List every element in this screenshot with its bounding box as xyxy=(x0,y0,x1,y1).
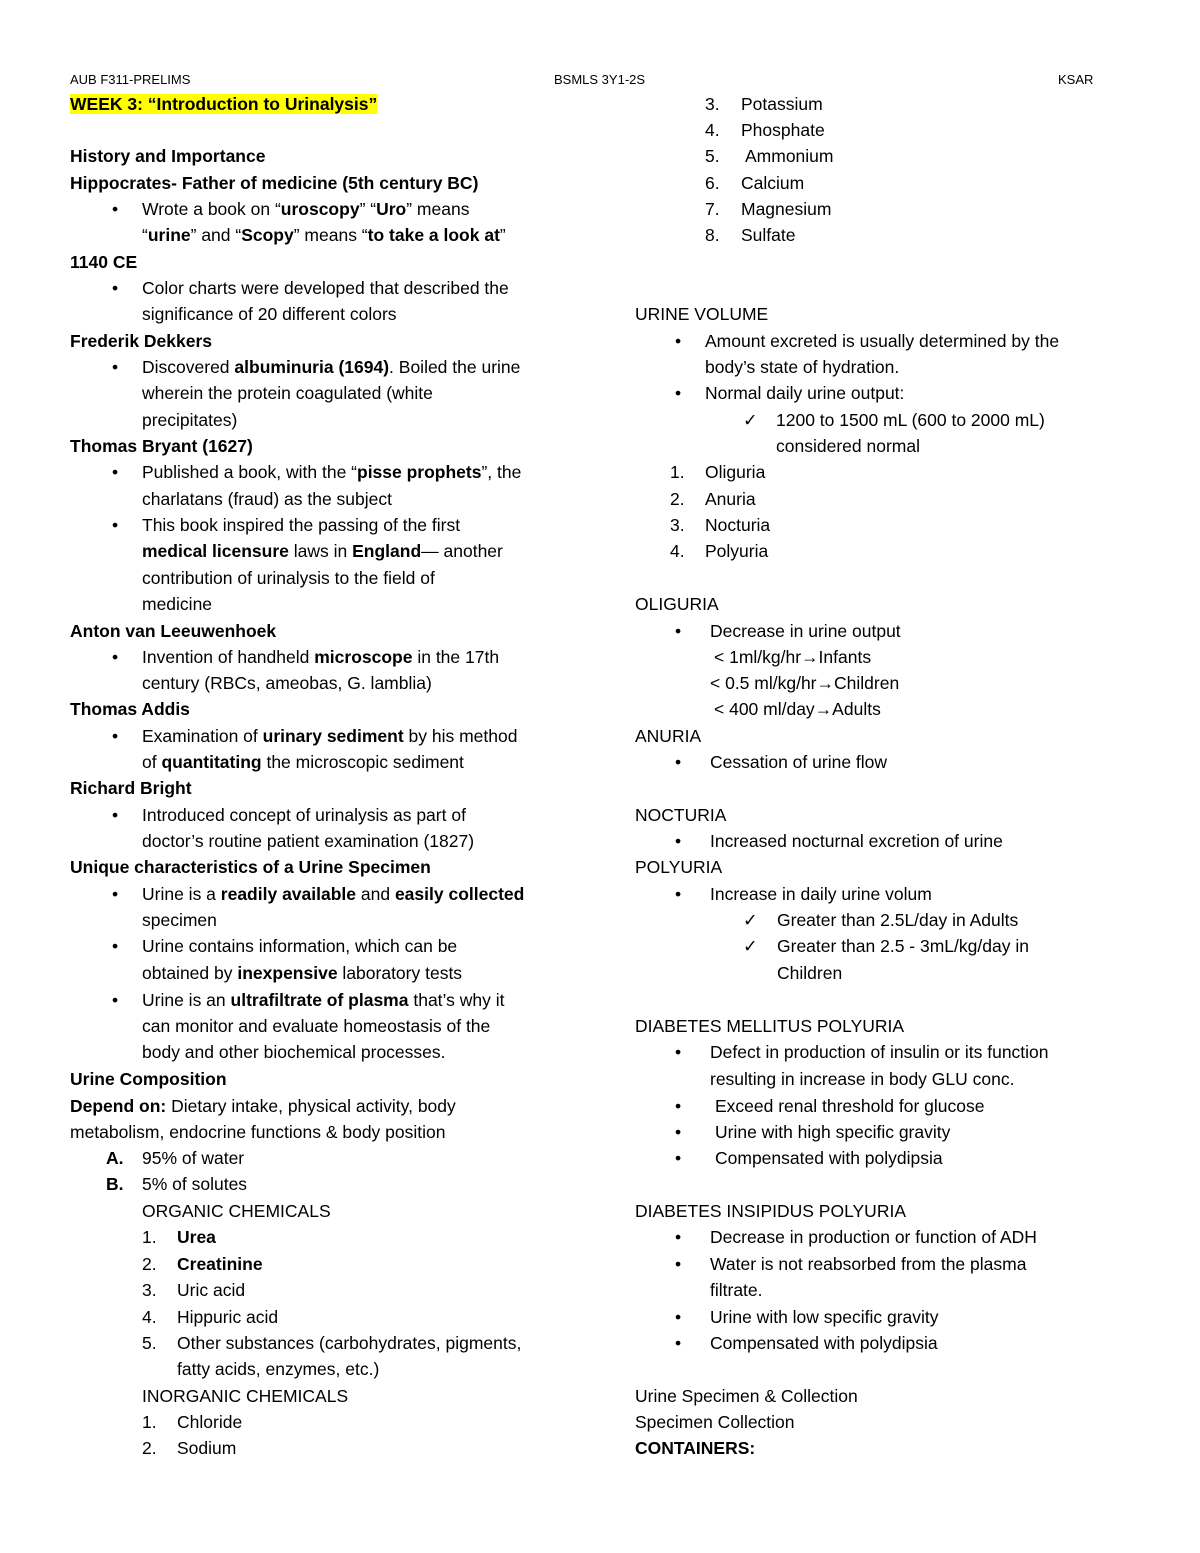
header-left: AUB F311-PRELIMS xyxy=(70,72,191,87)
bullet-icon: • xyxy=(675,831,682,851)
section-heading: DIABETES MELLITUS POLYURIA xyxy=(635,1016,905,1036)
list-item: Chloride xyxy=(177,1412,243,1432)
section-heading: NOCTURIA xyxy=(635,805,727,825)
checkmark-icon: ✓ xyxy=(743,910,758,930)
subheading: Anton van Leeuwenhoek xyxy=(70,621,277,641)
list-item: Oliguria xyxy=(705,462,766,482)
bullet-icon: • xyxy=(112,515,119,535)
page-title: WEEK 3: “Introduction to Urinalysis” xyxy=(70,94,378,114)
bullet-text: Urine contains information, which can be xyxy=(142,936,458,956)
bullet-icon: • xyxy=(675,1254,682,1274)
bullet-text: Color charts were developed that described the xyxy=(142,278,509,298)
check-text: Greater than 2.5 - 3mL/kg/day in xyxy=(777,936,1029,956)
bullet-text: Urine is an ultrafiltrate of plasma that’s why it xyxy=(142,990,505,1010)
bullet-icon: • xyxy=(675,1042,682,1062)
bullet-text: Published a book, with the “pisse prophets”, the xyxy=(142,462,522,482)
bullet-text: contribution of urinalysis to the field of xyxy=(142,568,435,588)
list-marker: 3. xyxy=(142,1280,157,1300)
list-marker: 6. xyxy=(705,173,720,193)
bullet-text: precipitates) xyxy=(142,410,238,430)
bullet-text: wherein the protein coagulated (white xyxy=(142,383,433,403)
bullet-text: resulting in increase in body GLU conc. xyxy=(710,1069,1015,1089)
list-marker: 5. xyxy=(142,1333,157,1353)
bullet-icon: • xyxy=(675,1148,682,1168)
bullet-text: obtained by inexpensive laboratory tests xyxy=(142,963,463,983)
bullet-text: medical licensure laws in England— another xyxy=(142,541,503,561)
list-marker: 3. xyxy=(670,515,685,535)
bullet-text: can monitor and evaluate homeostasis of the xyxy=(142,1016,491,1036)
list-item: Sulfate xyxy=(741,225,796,245)
bullet-text: Decrease in production or function of ADH xyxy=(710,1227,1037,1247)
bullet-text: Urine with high specific gravity xyxy=(715,1122,951,1142)
bullet-icon: • xyxy=(112,726,119,746)
list-marker: 4. xyxy=(142,1307,157,1327)
bullet-text: Normal daily urine output: xyxy=(705,383,905,403)
checkmark-icon: ✓ xyxy=(743,410,758,430)
bullet-text: Defect in production of insulin or its function xyxy=(710,1042,1049,1062)
subheading: Urine Composition xyxy=(70,1069,227,1089)
list-marker: 4. xyxy=(705,120,720,140)
bullet-text: significance of 20 different colors xyxy=(142,304,397,324)
list-item: 5% of solutes xyxy=(142,1174,248,1194)
bullet-icon: • xyxy=(675,1096,682,1116)
check-text: considered normal xyxy=(776,436,920,456)
section-heading: DIABETES INSIPIDUS POLYURIA xyxy=(635,1201,906,1221)
list-item: Uric acid xyxy=(177,1280,246,1300)
bullet-icon: • xyxy=(675,752,682,772)
bullet-icon: • xyxy=(112,805,119,825)
bullet-text: Compensated with polydipsia xyxy=(715,1148,943,1168)
list-marker: 2. xyxy=(670,489,685,509)
section-heading: Urine Specimen & Collection xyxy=(635,1386,858,1406)
bullet-text: charlatans (fraud) as the subject xyxy=(142,489,392,509)
section-heading: OLIGURIA xyxy=(635,594,719,614)
bullet-text: Decrease in urine output xyxy=(710,621,901,641)
check-text: Children xyxy=(777,963,843,983)
bullet-icon: • xyxy=(112,647,119,667)
list-item: fatty acids, enzymes, etc.) xyxy=(177,1359,380,1379)
bullet-text: Compensated with polydipsia xyxy=(710,1333,938,1353)
bullet-text: Discovered albuminuria (1694). Boiled the urine xyxy=(142,357,521,377)
section-label: ORGANIC CHEMICALS xyxy=(142,1201,331,1221)
list-item: Sodium xyxy=(177,1438,237,1458)
section-heading: CONTAINERS: xyxy=(635,1438,756,1458)
list-marker: 5. xyxy=(705,146,720,166)
bullet-text: Introduced concept of urinalysis as part of xyxy=(142,805,466,825)
bullet-icon: • xyxy=(675,331,682,351)
list-marker: 2. xyxy=(142,1254,157,1274)
list-marker: 4. xyxy=(670,541,685,561)
bullet-text: Wrote a book on “uroscopy” “Uro” means xyxy=(142,199,470,219)
bullet-text: doctor’s routine patient examination (1827) xyxy=(142,831,475,851)
header-right: KSAR xyxy=(1058,72,1094,87)
bullet-text: Exceed renal threshold for glucose xyxy=(715,1096,985,1116)
list-marker: 7. xyxy=(705,199,720,219)
section-heading: POLYURIA xyxy=(635,857,723,877)
bullet-icon: • xyxy=(112,199,119,219)
list-item: Creatinine xyxy=(177,1254,263,1274)
bullet-text: Urine with low specific gravity xyxy=(710,1307,939,1327)
bullet-text: “urine” and “Scopy” means “to take a look at” xyxy=(142,225,506,245)
subheading: Thomas Bryant (1627) xyxy=(70,436,253,456)
bullet-text: Urine is a readily available and easily collected xyxy=(142,884,525,904)
bullet-text: specimen xyxy=(142,910,217,930)
list-item: Phosphate xyxy=(741,120,825,140)
paragraph-line: Depend on: Dietary intake, physical activity, body xyxy=(70,1096,456,1116)
bullet-text: body and other biochemical processes. xyxy=(142,1042,446,1062)
paragraph-line: metabolism, endocrine functions & body position xyxy=(70,1122,446,1142)
list-item: Anuria xyxy=(705,489,756,509)
list-marker: 3. xyxy=(705,94,720,114)
bullet-text: filtrate. xyxy=(710,1280,763,1300)
list-marker: 1. xyxy=(670,462,685,482)
section-heading: History and Importance xyxy=(70,146,266,166)
bullet-text: body’s state of hydration. xyxy=(705,357,900,377)
list-item: Polyuria xyxy=(705,541,769,561)
subheading: Thomas Addis xyxy=(70,699,190,719)
list-item: Urea xyxy=(177,1227,216,1247)
section-heading: ANURIA xyxy=(635,726,702,746)
subheading: Hippocrates- Father of medicine (5th century BC) xyxy=(70,173,479,193)
list-item: Magnesium xyxy=(741,199,832,219)
check-text: Greater than 2.5L/day in Adults xyxy=(777,910,1019,930)
bullet-icon: • xyxy=(675,383,682,403)
bullet-icon: • xyxy=(675,884,682,904)
bullet-icon: • xyxy=(112,884,119,904)
subheading: Frederik Dekkers xyxy=(70,331,213,351)
header-center: BSMLS 3Y1-2S xyxy=(554,72,646,87)
subheading: Richard Bright xyxy=(70,778,192,798)
bullet-icon: • xyxy=(112,462,119,482)
value-line: < 1ml/kg/hr→Infants xyxy=(714,647,872,667)
bullet-icon: • xyxy=(112,990,119,1010)
bullet-text: century (RBCs, ameobas, G. lamblia) xyxy=(142,673,432,693)
bullet-icon: • xyxy=(675,1307,682,1327)
bullet-text: Increase in daily urine volum xyxy=(710,884,932,904)
bullet-icon: • xyxy=(675,1227,682,1247)
bullet-text: Cessation of urine flow xyxy=(710,752,888,772)
bullet-icon: • xyxy=(675,1122,682,1142)
bullet-text: Invention of handheld microscope in the 17th xyxy=(142,647,500,667)
bullet-text: Examination of urinary sediment by his method xyxy=(142,726,518,746)
bullet-text: medicine xyxy=(142,594,213,614)
section-label: INORGANIC CHEMICALS xyxy=(142,1386,349,1406)
bullet-icon: • xyxy=(112,278,119,298)
check-text: 1200 to 1500 mL (600 to 2000 mL) xyxy=(776,410,1045,430)
list-item: Calcium xyxy=(741,173,805,193)
bullet-icon: • xyxy=(112,936,119,956)
bullet-icon: • xyxy=(675,1333,682,1353)
bullet-icon: • xyxy=(112,357,119,377)
list-item: Other substances (carbohydrates, pigments, xyxy=(177,1333,522,1353)
bullet-icon: • xyxy=(675,621,682,641)
list-marker: B. xyxy=(106,1174,124,1194)
subheading: Unique characteristics of a Urine Specimen xyxy=(70,857,431,877)
list-item: Nocturia xyxy=(705,515,771,535)
section-heading: Specimen Collection xyxy=(635,1412,795,1432)
list-marker: 1. xyxy=(142,1412,157,1432)
bullet-text: Increased nocturnal excretion of urine xyxy=(710,831,1003,851)
list-item: 95% of water xyxy=(142,1148,245,1168)
list-item: Hippuric acid xyxy=(177,1307,279,1327)
list-marker: A. xyxy=(106,1148,124,1168)
value-line: < 0.5 ml/kg/hr→Children xyxy=(710,673,900,693)
checkmark-icon: ✓ xyxy=(743,936,758,956)
bullet-text: Water is not reabsorbed from the plasma xyxy=(710,1254,1027,1274)
list-item: Ammonium xyxy=(745,146,834,166)
value-line: < 400 ml/day→Adults xyxy=(714,699,881,719)
bullet-text: Amount excreted is usually determined by the xyxy=(705,331,1060,351)
subheading: 1140 CE xyxy=(70,252,138,272)
list-marker: 2. xyxy=(142,1438,157,1458)
section-heading: URINE VOLUME xyxy=(635,304,769,324)
bullet-text: This book inspired the passing of the first xyxy=(142,515,461,535)
list-item: Potassium xyxy=(741,94,823,114)
list-marker: 1. xyxy=(142,1227,157,1247)
list-marker: 8. xyxy=(705,225,720,245)
bullet-text: of quantitating the microscopic sediment xyxy=(142,752,464,772)
